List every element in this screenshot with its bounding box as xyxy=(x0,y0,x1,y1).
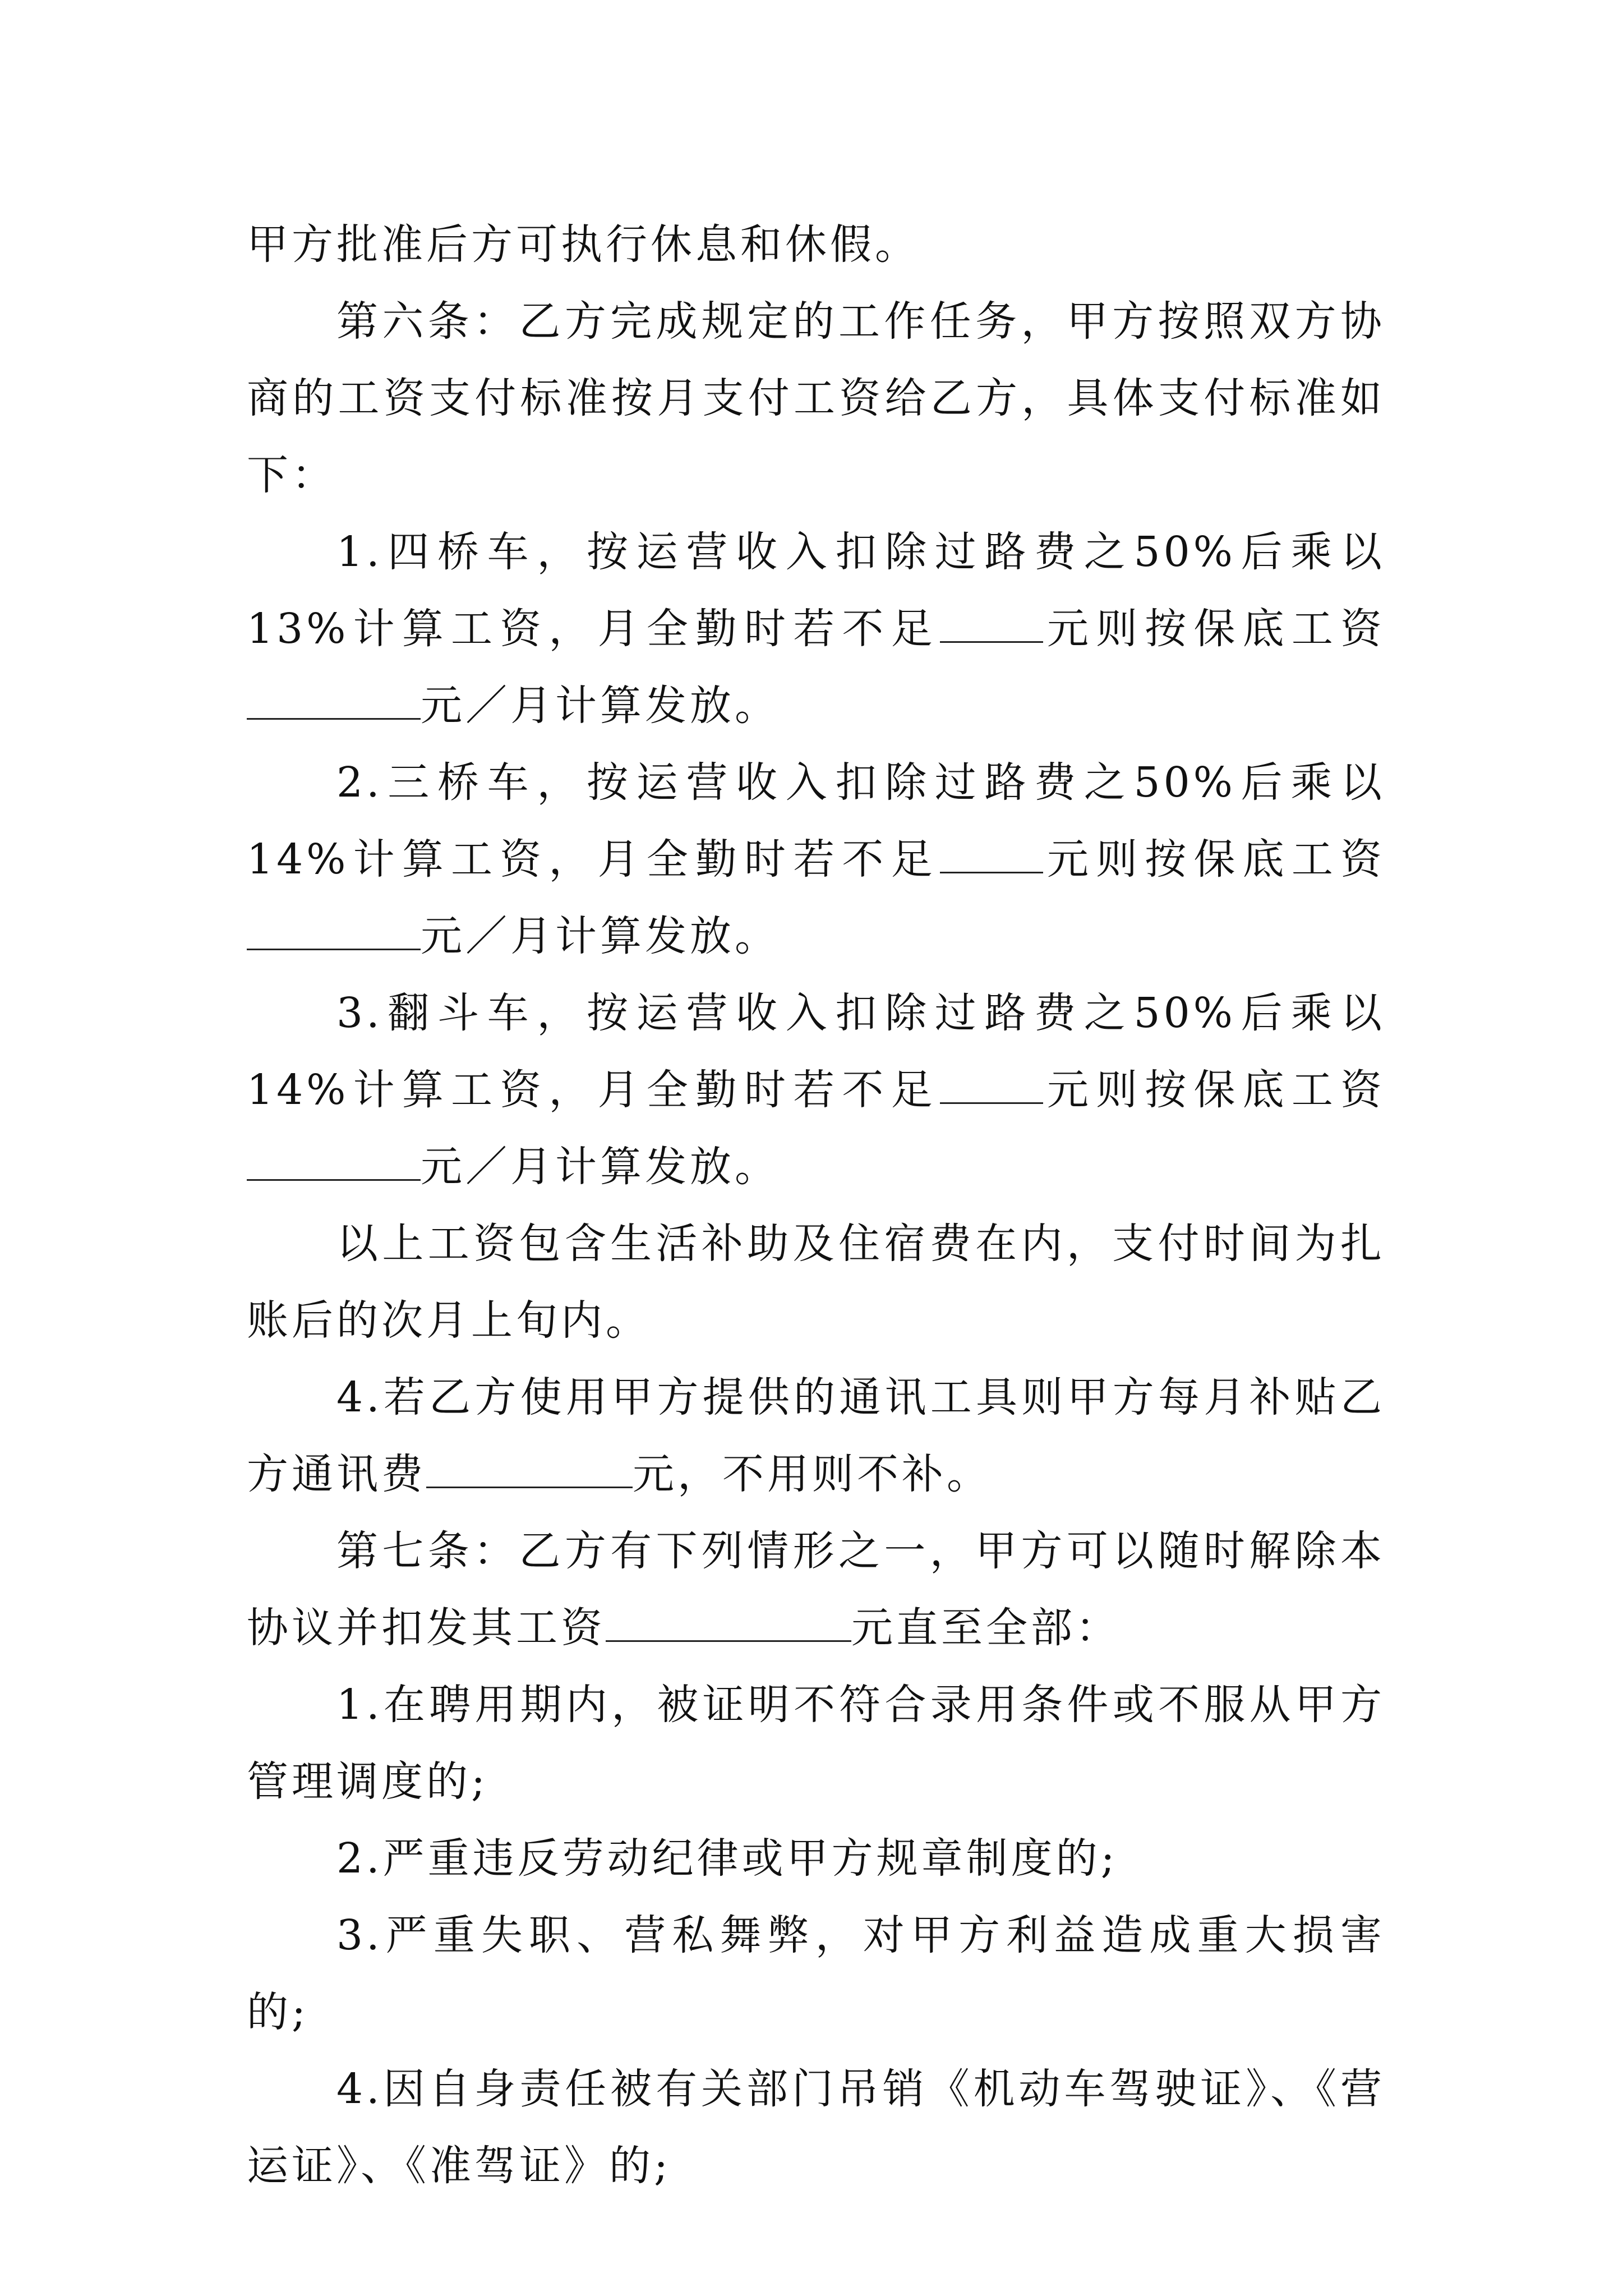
paragraph-clause-four xyxy=(247,2051,1385,2205)
text-segment: 元／月计算发放。 xyxy=(421,1143,780,1191)
blank-amount-field xyxy=(940,608,1043,643)
blank-base-salary-field xyxy=(247,1145,421,1181)
paragraph-clause-one xyxy=(247,1667,1385,1820)
text-segment: 4.因自身责任被有关部门吊销《机动车驾驶证》、《营运证》、《准驾证》的; xyxy=(247,2065,1385,2190)
text-segment: 元则按保底工资 xyxy=(1043,1066,1385,1114)
text-segment: 第七条：乙方有下列情形之一，甲方可以随时解除本协议并扣发其工资 xyxy=(247,1527,1385,1652)
text-segment: 3.翻斗车，按运营收入扣除过路费之50%后乘以14%计算工资，月全勤时若不足 xyxy=(247,989,1385,1114)
paragraph-dump-truck xyxy=(247,975,1385,1205)
paragraph-three-axle-truck xyxy=(247,744,1385,975)
document-body xyxy=(247,206,1385,2205)
blank-subsidy-field xyxy=(426,1453,633,1488)
paragraph-rest-approval xyxy=(247,206,1385,283)
paragraph-clause-two xyxy=(247,1820,1385,1897)
text-segment: 甲方批准后方可执行休息和休假。 xyxy=(247,220,920,269)
text-segment: 元／月计算发放。 xyxy=(421,682,780,730)
text-segment: 第六条：乙方完成规定的工作任务，甲方按照双方协商的工资支付标准按月支付工资给乙方，具体支付标准如下： xyxy=(247,297,1385,499)
paragraph-article-six xyxy=(247,283,1385,514)
text-segment: 1.四桥车，按运营收入扣除过路费之50%后乘以13%计算工资，月全勤时若不足 xyxy=(247,528,1385,653)
paragraph-salary-inclusion xyxy=(247,1205,1385,1359)
text-segment: 元，不用则不补。 xyxy=(633,1450,992,1498)
text-segment: 2.严重违反劳动纪律或甲方规章制度的; xyxy=(336,1834,1118,1883)
text-segment: 元直至全部： xyxy=(851,1604,1121,1652)
blank-base-salary-field xyxy=(247,684,421,720)
text-segment: 2.三桥车，按运营收入扣除过路费之50%后乘以14%计算工资，月全勤时若不足 xyxy=(247,758,1385,884)
paragraph-communication-subsidy xyxy=(247,1359,1385,1513)
blank-amount-field xyxy=(940,1069,1043,1104)
text-segment: 3.严重失职、营私舞弊，对甲方利益造成重大损害的; xyxy=(247,1911,1385,2036)
blank-amount-field xyxy=(940,838,1043,873)
paragraph-four-axle-truck xyxy=(247,514,1385,744)
text-segment: 1.在聘用期内，被证明不符合录用条件或不服从甲方管理调度的; xyxy=(247,1681,1385,1806)
text-segment: 元则按保底工资 xyxy=(1043,605,1385,653)
text-segment: 元／月计算发放。 xyxy=(421,912,780,960)
paragraph-clause-three xyxy=(247,1897,1385,2051)
text-segment: 以上工资包含生活补助及住宿费在内，支付时间为扎账后的次月上旬内。 xyxy=(247,1220,1385,1345)
text-segment: 4.若乙方使用甲方提供的通讯工具则甲方每月补贴乙方通讯费 xyxy=(247,1373,1385,1498)
text-segment: 元则按保底工资 xyxy=(1043,835,1385,884)
blank-deduction-field xyxy=(606,1607,851,1642)
blank-base-salary-field xyxy=(247,915,421,950)
paragraph-article-seven xyxy=(247,1513,1385,1667)
